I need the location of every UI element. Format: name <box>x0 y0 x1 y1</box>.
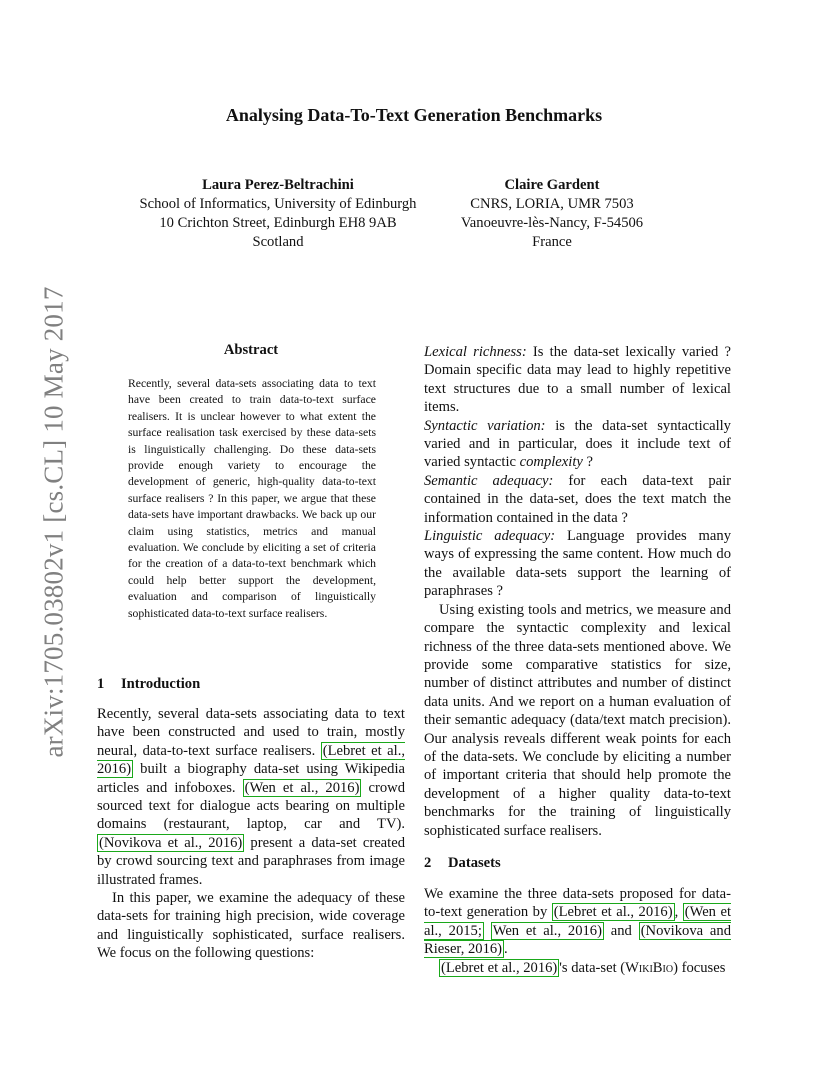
section-number: 2 <box>424 855 432 871</box>
text-run <box>484 923 491 939</box>
citation-link[interactable]: (Lebret et al., 2016) <box>97 742 405 778</box>
question-text: is the data-set syntactically varied and in particular, does it include text of varied syntactic <box>424 417 731 471</box>
datasets-body <box>424 885 731 977</box>
paragraph: In this paper, we examine the adequacy of these data-sets for training high precision, wide coverage and linguistically sophisticated, surface realisers. We focus on the following questions: <box>97 890 405 962</box>
author-affiliation: CNRS, LORIA, UMR 7503 <box>470 196 634 212</box>
question-text: Language provides many ways of expressing the same content. How much do the available data-sets support the learning of paraphrases ? <box>424 528 731 600</box>
question-label: Linguistic adequacy: <box>424 528 556 545</box>
section-heading-datasets <box>424 855 501 872</box>
author-block-2 <box>436 176 668 252</box>
citation-link[interactable]: (Lebret et al., 2016) <box>441 959 558 976</box>
section-title: Datasets <box>448 855 501 871</box>
citation-link[interactable]: (Lebret et al., 2016) <box>553 904 673 921</box>
emphasis: complexity <box>519 454 583 471</box>
paragraph: Using existing tools and metrics, we measure and compare the syntactic complexity and lexical richness of the three data-sets mentioned above. We provide some comparative statistics for size, number of distinct attributes and number of distinct data units. And we report on a human evaluation of their semantic adequacy (data/text match precision). Our analysis reveals different weak points for each of the data-sets. We conclude by eliciting a number of important criteria that should help promote the development of a higher quality data-to-text benchmarks for the training of linguistically sophisticated surface realisers. <box>424 601 731 839</box>
citation-link[interactable]: (Novikova and Rieser, 2016) <box>424 922 731 958</box>
text-run: . <box>504 941 508 958</box>
citation-link[interactable]: (Novikova et al., 2016) <box>99 834 243 851</box>
author-block-1 <box>110 176 446 252</box>
text-run: built a biography data-set using Wikipedia articles and infoboxes. <box>97 761 405 796</box>
author-name: Claire Gardent <box>504 177 600 193</box>
text-run: ) focuses <box>673 959 726 976</box>
citation-link[interactable]: (Wen et al., 2016) <box>244 779 360 796</box>
author-country: Scotland <box>252 234 304 250</box>
section-heading-introduction <box>97 676 200 693</box>
section-title: Introduction <box>121 676 201 692</box>
question-label: Lexical richness: <box>424 344 527 360</box>
abstract-heading: Abstract <box>223 342 279 358</box>
text-run: We examine the three data-sets proposed for data-to-text generation by <box>424 886 731 921</box>
author-address: Vanoeuvre-lès-Nancy, F-54506 <box>460 215 644 231</box>
paragraph <box>424 885 731 959</box>
text-run: and <box>603 922 639 939</box>
paper-title: Analysing Data-To-Text Generation Benchmarks <box>225 105 603 125</box>
right-column-body <box>424 343 731 840</box>
arxiv-stamp: arXiv:1705.03802v1 [cs.CL] 10 May 2017 <box>38 286 69 758</box>
abstract-text: Recently, several data-sets associating data to text have been created to train data-to-text surface realisers. It is unclear however to what extent the surface realisation task exercised by these data-sets is linguistically challenging. Do these data-sets provide enough variety to encourage the development of generic, high-quality data-to-text surface realisers ? In this paper, we argue that these data-sets have important drawbacks. We back up our claim using statistics, metrics and manual evaluation. We conclude by eliciting a set of criteria for the creation of a data-to-text benchmark which could help better support the development, evaluation and comparison of linguistically sophisticated data-to-text surface realisers. <box>128 377 376 620</box>
dataset-name: WikiBio <box>625 959 674 976</box>
section-number: 1 <box>97 676 105 692</box>
paragraph <box>424 959 731 977</box>
question-syntactic <box>424 417 731 472</box>
question-text: for each data-text pair contained in the data-set, does the text match the information contained in the data ? <box>424 472 732 526</box>
question-semantic <box>424 472 731 527</box>
author-address: 10 Crichton Street, Edinburgh EH8 9AB <box>159 215 397 231</box>
citation-link[interactable]: (Wen et al., 2015; <box>424 904 731 939</box>
author-name: Laura Perez-Beltrachini <box>202 177 354 193</box>
text-run: crowd sourced text for dialogue acts bearing on multiple domains (restaurant, laptop, car and TV). <box>97 779 406 833</box>
text-run: 's data-set ( <box>559 959 626 976</box>
question-lexical <box>424 343 731 417</box>
question-text: Is the data-set lexically varied ? Domain specific data may lead to highly repetitive text structures due to a small number of lexical items. <box>424 344 731 416</box>
text-run: present a data-set created by crowd sourcing text and paraphrases from image illustrated frames. <box>97 834 405 888</box>
question-text: ? <box>582 454 593 471</box>
text-run: , <box>674 904 683 921</box>
introduction-body <box>97 705 405 963</box>
author-country: France <box>532 234 572 250</box>
question-label: Syntactic variation: <box>424 417 546 434</box>
text-run: Recently, several data-sets associating data to text have been constructed and used to train, mostly neural, data-to-text surface realisers. <box>97 706 405 759</box>
question-label: Semantic adequacy: <box>424 472 554 489</box>
question-linguistic <box>424 527 731 601</box>
citation-link[interactable]: Wen et al., 2016) <box>492 922 602 939</box>
paragraph <box>97 705 405 889</box>
author-affiliation: School of Informatics, University of Edinburgh <box>139 196 417 212</box>
